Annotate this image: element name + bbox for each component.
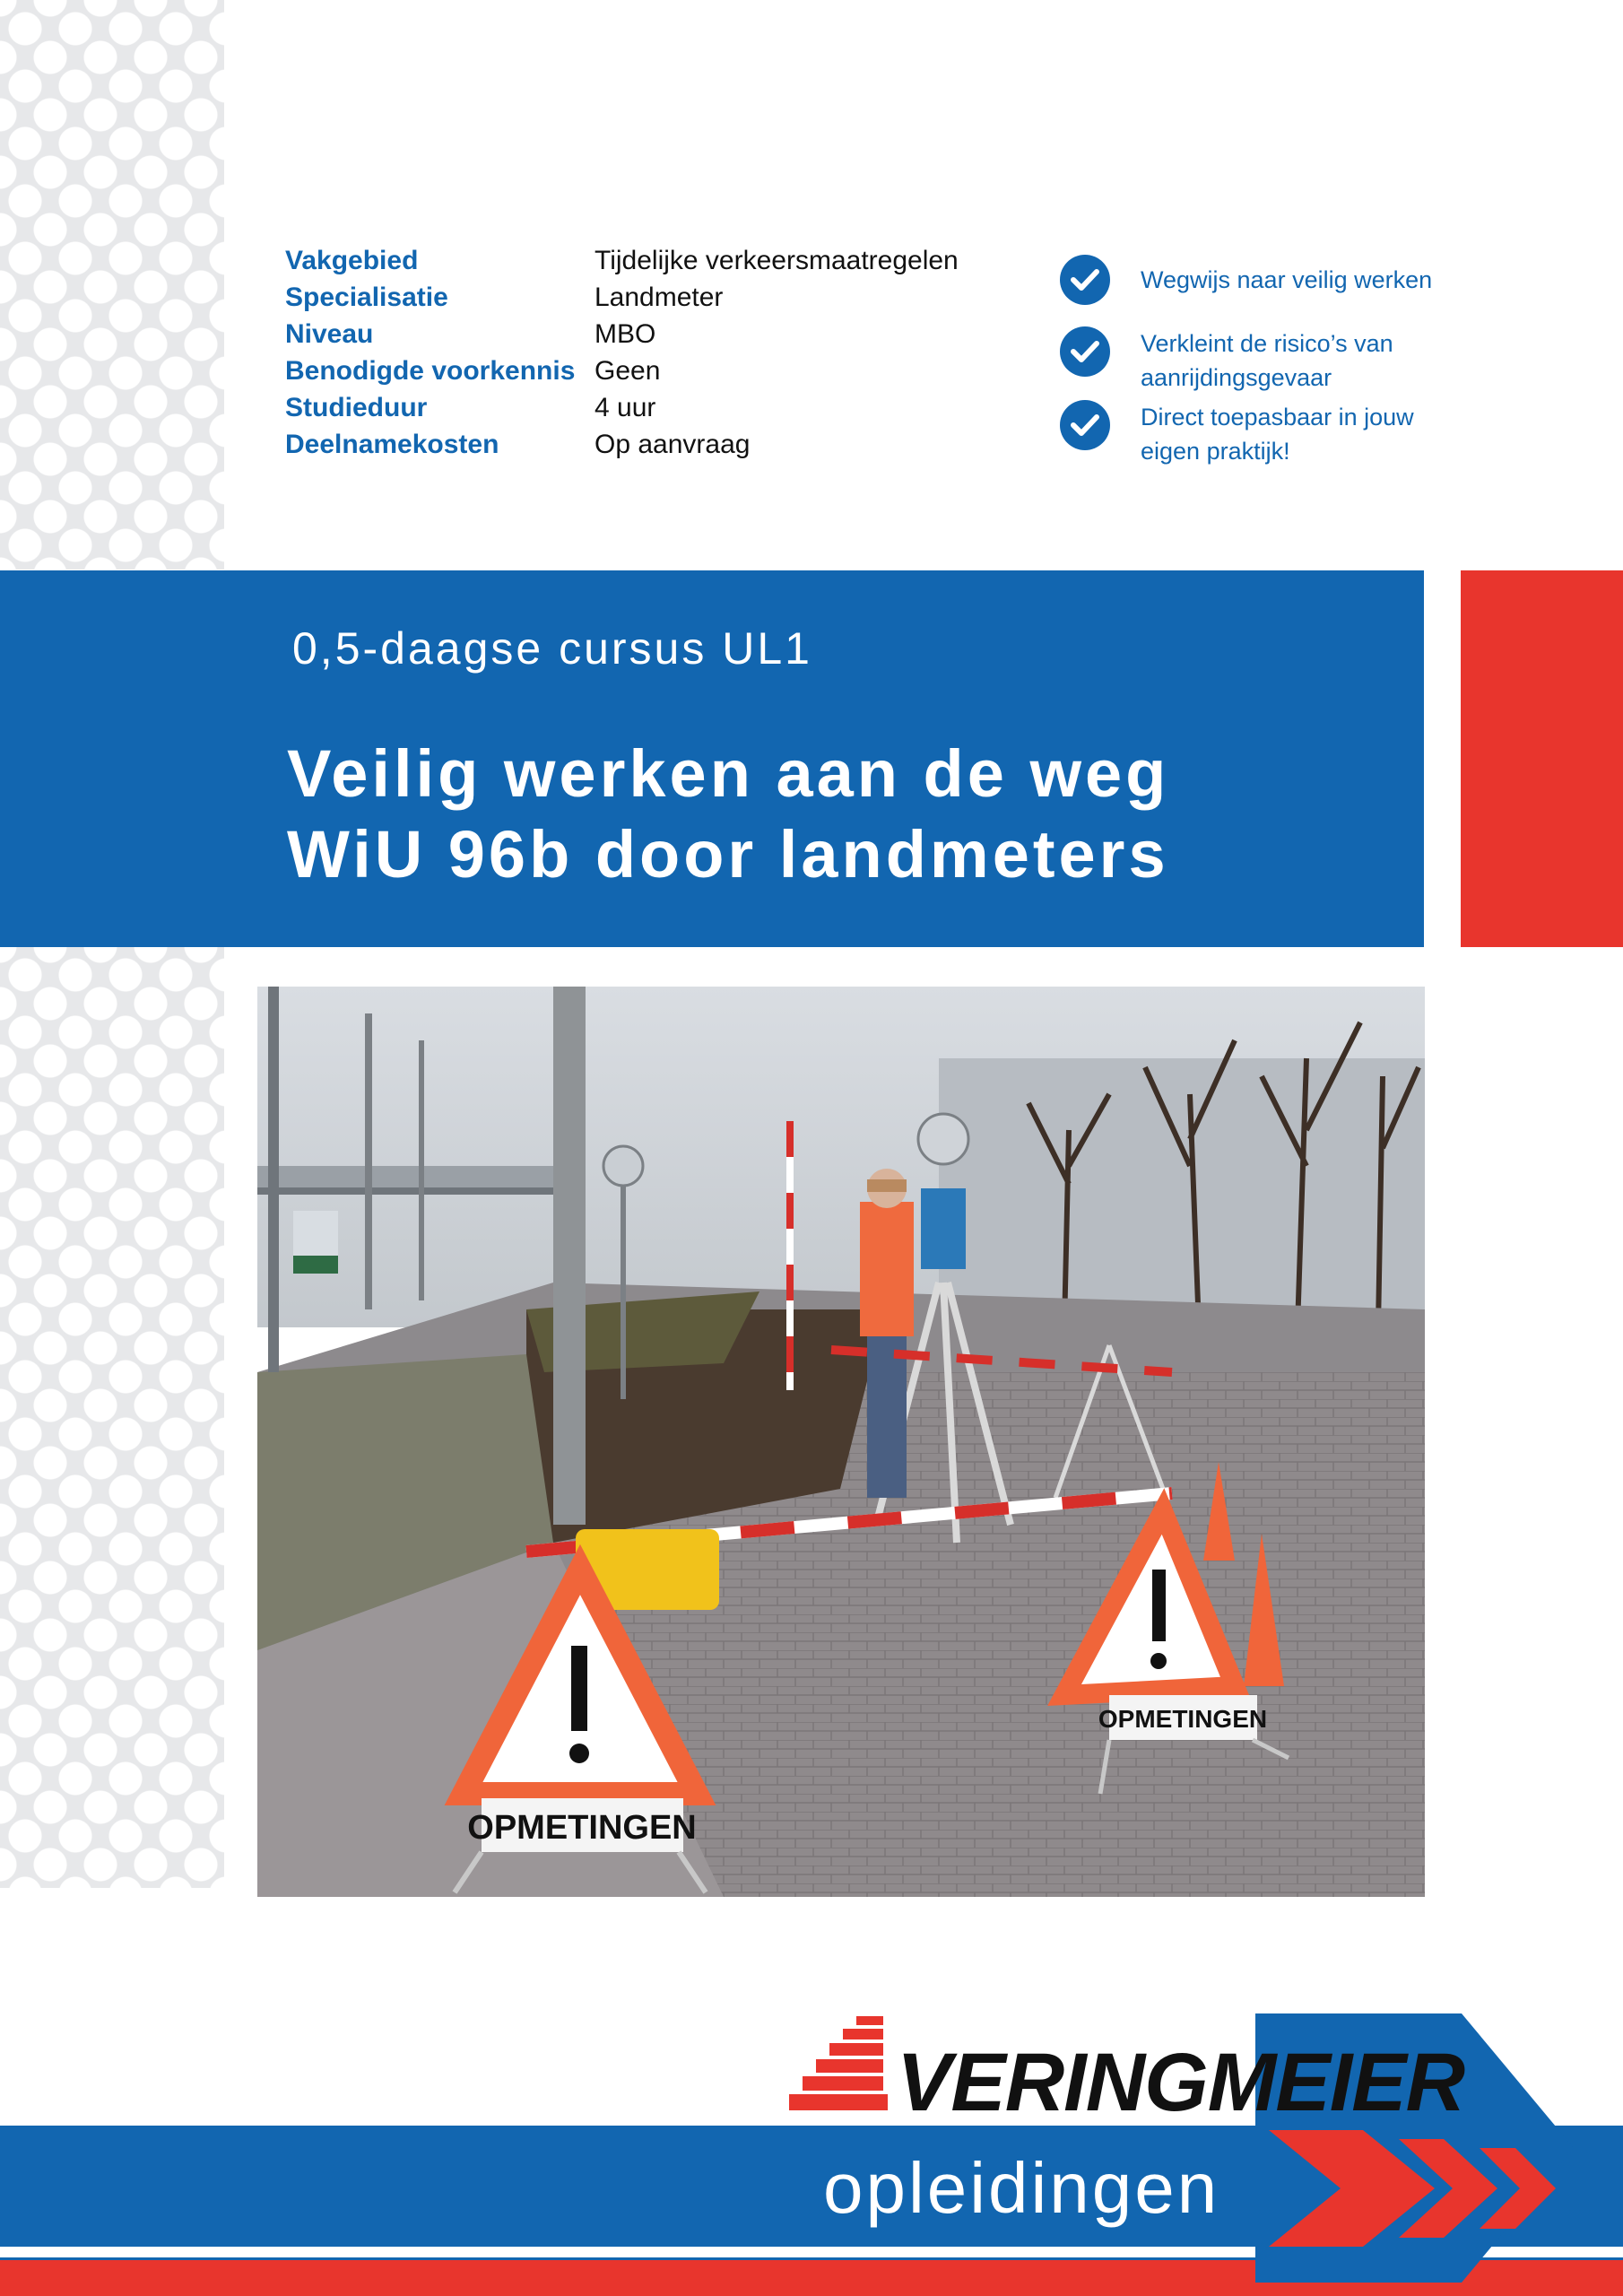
info-label: Niveau — [285, 318, 374, 349]
info-label: Specialisatie — [285, 282, 448, 312]
course-title-line2: WiU 96b door landmeters — [287, 817, 1169, 891]
info-value: Op aanvraag — [595, 429, 751, 459]
benefit-text: Direct toepasbaar in jouw eigen praktijk! — [1141, 404, 1414, 465]
info-value: MBO — [595, 318, 656, 349]
benefit-text: Wegwijs naar veilig werken — [1141, 266, 1433, 293]
brand-subname: opleidingen — [823, 2148, 1220, 2228]
info-value: Geen — [595, 355, 661, 386]
sign-text-left: OPMETINGEN — [467, 1809, 697, 1847]
info-label: Deelnamekosten — [285, 429, 499, 459]
benefit-text: Verkleint de risico’s van aanrijdingsgevaar — [1141, 330, 1393, 391]
info-label: Vakgebied — [285, 245, 419, 275]
info-label: Benodigde voorkennis — [285, 355, 576, 386]
sign-text-right: OPMETINGEN — [1098, 1705, 1268, 1733]
course-title-line1: Veilig werken aan de weg — [287, 736, 1170, 811]
info-value: 4 uur — [595, 392, 656, 422]
info-value: Tijdelijke verkeersmaatregelen — [595, 245, 959, 275]
info-label: Studieduur — [285, 392, 428, 422]
info-value: Landmeter — [595, 282, 724, 312]
course-subtitle: 0,5-daagse cursus UL1 — [292, 623, 812, 674]
brand-name: VERINGMEIER — [897, 2037, 1465, 2128]
